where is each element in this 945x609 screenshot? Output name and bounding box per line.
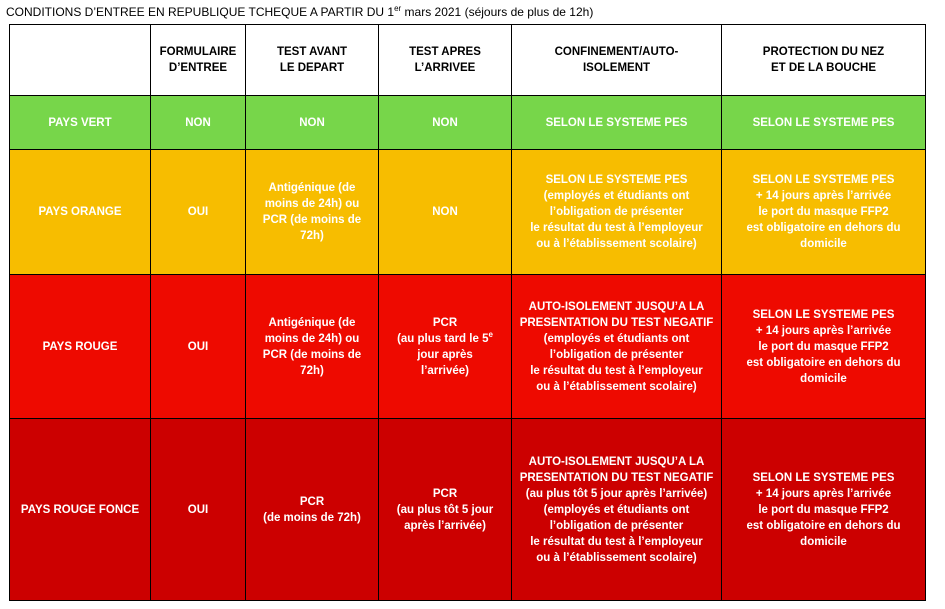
cell-protection: SELON LE SYSTEME PES + 14 jours après l’arrivée le port du masque FFP2 est obligatoire en dehors du domicile (722, 275, 926, 419)
title-text: CONDITIONS D’ENTREE EN REPUBLIQUE TCHEQUE A PARTIR DU 1 (6, 5, 395, 19)
header-row (10, 25, 926, 96)
table-row-pays-vert (10, 96, 926, 150)
cell-protection: SELON LE SYSTEME PES + 14 jours après l’arrivée le port du masque FFP2 est obligatoire en dehors du domicile (722, 150, 926, 275)
cell-test-avant: Antigénique (de moins de 24h) ou PCR (de moins de 72h) (246, 150, 379, 275)
cell-line: jour après l’arrivée) (417, 348, 473, 377)
cell-confinement: SELON LE SYSTEME PES (512, 96, 722, 150)
cell-test-apres (379, 275, 512, 419)
conditions-table (9, 24, 926, 601)
header-confinement: CONFINEMENT/AUTO- ISOLEMENT (512, 25, 722, 96)
cell-formulaire: OUI (151, 419, 246, 601)
row-label: PAYS ROUGE (10, 275, 151, 419)
cell-protection: SELON LE SYSTEME PES (722, 96, 926, 150)
cell-confinement: AUTO-ISOLEMENT JUSQU’A LA PRESENTATION DU TEST NEGATIF (employés et étudiants ont l’obligation de présenter le résultat du test à l’employeur ou à l’établissement scolaire) (512, 275, 722, 419)
cell-confinement: AUTO-ISOLEMENT JUSQU’A LA PRESENTATION DU TEST NEGATIF (au plus tôt 5 jour après l’arrivée) (employés et étudiants ont l’obligation de présenter le résultat du test à l’employeur ou à l’établissement scolaire) (512, 419, 722, 601)
cell-test-avant: Antigénique (de moins de 24h) ou PCR (de moins de 72h) (246, 275, 379, 419)
cell-formulaire: OUI (151, 275, 246, 419)
cell-protection: SELON LE SYSTEME PES + 14 jours après l’arrivée le port du masque FFP2 est obligatoire en dehors du domicile (722, 419, 926, 601)
header-empty-cell (10, 25, 151, 96)
cell-formulaire: NON (151, 96, 246, 150)
header-protection: PROTECTION DU NEZ ET DE LA BOUCHE (722, 25, 926, 96)
cell-confinement: SELON LE SYSTEME PES (employés et étudiants ont l’obligation de présenter le résultat du test à l’employeur ou à l’établissement scolaire) (512, 150, 722, 275)
cell-formulaire: OUI (151, 150, 246, 275)
cell-line: PCR (432, 316, 458, 329)
header-test-avant: TEST AVANT LE DEPART (246, 25, 379, 96)
table-row-pays-orange (10, 150, 926, 275)
header-formulaire: FORMULAIRE D’ENTREE (151, 25, 246, 96)
row-label: PAYS ORANGE (10, 150, 151, 275)
row-label: PAYS VERT (10, 96, 151, 150)
title-superscript: er (394, 4, 402, 13)
cell-test-apres: NON (379, 150, 512, 275)
table-row-pays-rouge-fonce (10, 419, 926, 601)
page-title (6, 4, 941, 20)
table-row-pays-rouge (10, 275, 926, 419)
cell-line: (au plus tard le 5e (397, 329, 493, 345)
title-text-end: mars 2021 (séjours de plus de 12h) (401, 5, 594, 19)
cell-test-avant: PCR (de moins de 72h) (246, 419, 379, 601)
row-label: PAYS ROUGE FONCE (10, 419, 151, 601)
cell-test-apres: NON (379, 96, 512, 150)
header-test-apres: TEST APRES L’ARRIVEE (379, 25, 512, 96)
cell-test-apres: PCR (au plus tôt 5 jour après l’arrivée) (379, 419, 512, 601)
cell-test-avant: NON (246, 96, 379, 150)
